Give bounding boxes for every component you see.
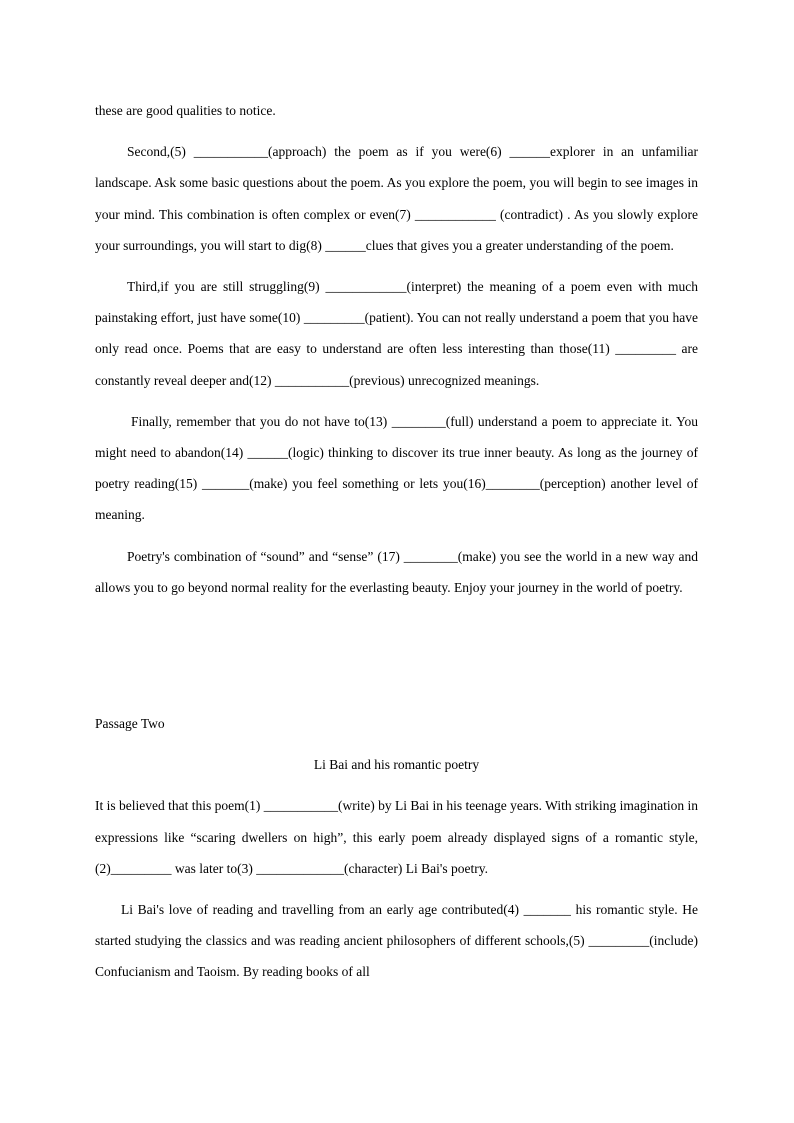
passage-two-heading: Passage Two <box>95 716 165 731</box>
paragraph-intro-ending: these are good qualities to notice. <box>95 103 276 118</box>
paragraph-li-bai-poem: It is believed that this poem(1) ___________(write) by Li Bai in his teenage years. With striking imagination in expressions like “scaring dwellers on high”, this early poem already displayed signs of a romantic style, (2)_________ was later to(3) _____________(character) Li Bai's poetry. <box>95 798 698 876</box>
passage-two-title: Li Bai and his romantic poetry <box>313 757 480 773</box>
paragraph-poetry-combination: Poetry's combination of “sound” and “sense” (17) ________(make) you see the world in a new way and allows you to go beyond normal reality for the everlasting beauty. Enjoy your journey in the world of poetry. <box>95 548 698 595</box>
passage-two <box>95 708 698 988</box>
paragraph-li-bai-reading: Li Bai's love of reading and travelling from an early age contributed(4) _______ his romantic style. He started studying the classics and was reading ancient philosophers of different schools,(5) _________(include) Confucianism and Taoism. By reading books of all <box>95 902 698 980</box>
paragraph-third: Third,if you are still struggling(9) ____________(interpret) the meaning of a poem even with much painstaking effort, just have some(10) _________(patient). You can not really understand a poem that you have only read once. Poems that are easy to understand are often less interesting than those(11) _________ are constantly reveal deeper and(12) ___________(previous) unrecognized meanings. <box>95 279 698 388</box>
paragraph-finally: Finally, remember that you do not have to(13) ________(full) understand a poem to appreciate it. You might need to abandon(14) ______(logic) thinking to discover its true inner beauty. As long as the journey of poetry reading(15) _______(make) you feel something or lets you(16)________(perception) another level of meaning. <box>95 413 698 523</box>
passage-one-continued <box>95 95 698 603</box>
paragraph-second: Second,(5) ___________(approach) the poem as if you were(6) ______explorer in an unfamiliar landscape. Ask some basic questions about the poem. As you explore the poem, you will begin to see images in your mind. This combination is often complex or even(7) ____________ (contradict) . As you slowly explore your surroundings, you will start to dig(8) ______clues that gives you a greater understanding of the poem. <box>95 144 698 253</box>
